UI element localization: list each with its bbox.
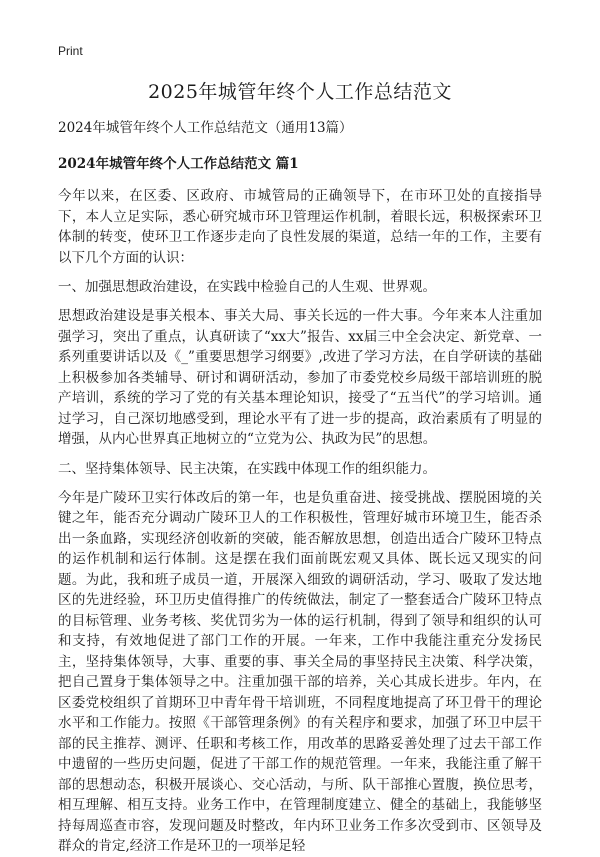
section-heading: 2024年城管年终个人工作总结范文 篇1 bbox=[58, 156, 299, 172]
subheading-two: 二、坚持集体领导、民主决策，在实践中体现工作的组织能力。 bbox=[58, 460, 436, 477]
paragraph-leadership: 今年是广陵环卫实行体改后的第一年，也是负重奋进、接受挑战、摆脱困境的关键之年，能否充分调动广陵环卫人的工作积极性，管理好城市环境卫生，能否杀出一条血路，实现经济创收新的突破，能否解放思想，创造出适合广陵环卫特点的运作机制和运行体制。这是摆在我们面前既宏观又具体、既长远又现实的问题。为此，我和班子成员一道，开展深入细致的调研活动，学习、吸取了发达地区的先进经验，环卫历史值得推广的传统做法，制定了一整套适合广陵环卫特点的目标管理、业务考核、奖优罚劣为一体的运行机制，得到了领导和组织的认可和支持，有效地促进了部门工作的开展。一年来，工作中我能注重充分发扬民主，坚持集体领导，大事、重要的事、事关全局的事坚持民主决策、科学决策，把自己置身于集体领导之中。注重加强干部的培养，关心其成长进步。年内，在区委党校组织了首期环卫中青年骨干培训班，不同程度地提高了环卫骨干的理论水平和工作能力。按照《干部管理条例》的有关程序和要求，加强了环卫中层干部的民主推荐、测评、任职和考核工作，用改革的思路妥善处理了过去干部工作中遗留的一些历史问题，促进了干部工作的规范管理。一年来，我能注重了解干部的思想动态，积极开展谈心、交心活动，与所、队干部推心置腹，换位思考，相互理解、相互支持。业务工作中，在管理制度建立、健全的基础上，我能够坚持每周巡查市容，发现问题及时整改，年内环卫业务工作多次受到市、区领导及群众的肯定,经济工作是环卫的一项举足轻 bbox=[58, 489, 542, 854]
document-subtitle: 2024年城管年终个人工作总结范文（通用13篇） bbox=[58, 120, 353, 136]
paragraph-political: 思想政治建设是事关根本、事关大局、事关长远的一件大事。今年来本人注重加强学习，突出了重点，认真研读了“xx大”报告、xx届三中全会决定、新党章、一系列重要讲话以及《_”重要思想学习纲要》,改进了学习方法，在自学研读的基础上积极参加各类辅导、研讨和调研活动，参加了市委党校乡局级干部培训班的脱产培训，系统的学习了党的有关基本理论知识，接受了“五当代”的学习培训。通过学习，自己深切地感受到，理论水平有了进一步的提高，政治素质有了明显的增强，从内心世界真正地树立的“立党为公、执政为民”的思想。 bbox=[58, 308, 542, 447]
print-link[interactable]: Print bbox=[58, 44, 83, 58]
page-title: 2025年城管年终个人工作总结范文 bbox=[148, 81, 452, 103]
paragraph-intro: 今年以来，在区委、区政府、市城管局的正确领导下，在市环卫处的直接指导下，本人立足实际，悉心研究城市环卫管理运作机制，着眼长远，积极探索环卫体制的转变，使环卫工作逐步走向了良性发展的渠道，总结一年的工作，主要有以下几个方面的认识： bbox=[58, 188, 542, 266]
subheading-one: 一、加强思想政治建设，在实践中检验自己的人生观、世界观。 bbox=[58, 279, 436, 295]
